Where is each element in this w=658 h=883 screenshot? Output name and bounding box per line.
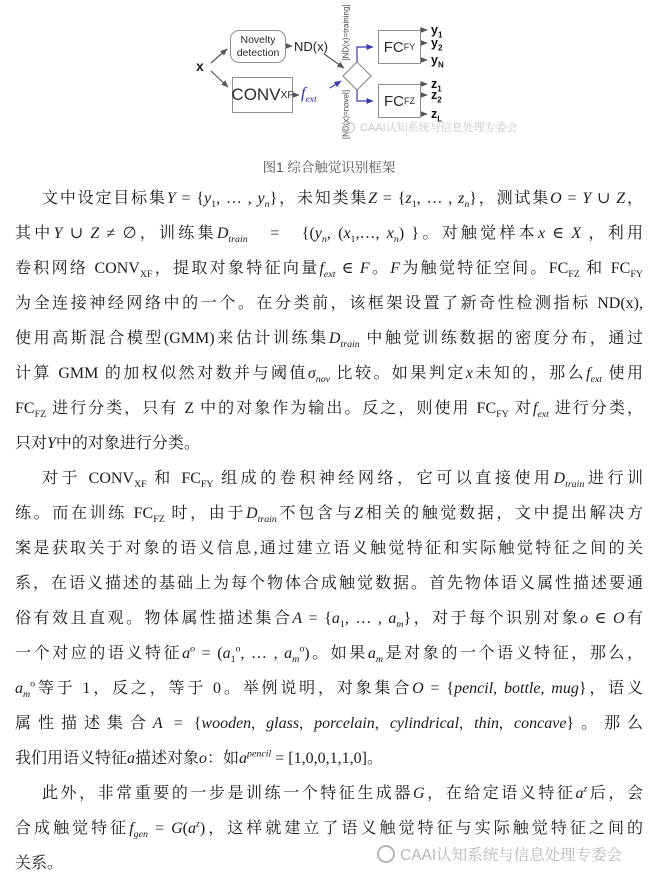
zL-sub: L [437, 114, 443, 124]
z2-sub: 2 [437, 95, 442, 105]
yN-sub: N [437, 60, 444, 70]
conv-box-label: CONV [231, 85, 281, 104]
text-line: 案是获取关于对象的语义信息,通过建立语义触觉特征和实际触觉特征之间的关 [15, 540, 643, 557]
conv-box [232, 77, 293, 113]
text-line: 为全连接神经网络中的一个。在分类前，该框架设置了新奇性检测指标 ND(x), [15, 295, 643, 312]
output-label-yN [431, 53, 444, 70]
text-line: $FC_{FZ}$ 进行分类，只有 Z 中的对象作为输出。反之，则使用 $FC_{FY}$ 对$f_{ext}$ 进行分类， [15, 400, 643, 421]
footer-watermark-text: CAAI认知系统与信息处理专委会 [400, 847, 623, 864]
text-line: 练。而在训练 $FC_{FZ}$ 时，由于$D_{train}$不包含与Z相关的触觉数据，文中提出解决方 [15, 505, 643, 526]
body-text [15, 181, 643, 881]
text-line: 只对Y中的对象进行分类。 [15, 435, 200, 452]
y2-sub: 2 [437, 43, 443, 53]
text-line: 属性描述集合A = {wooden, glass, porcelain, cylindrical, thin, concave}。那么 [15, 715, 643, 732]
fc-fz-box [378, 84, 421, 118]
branch-novel-label: [ND(x)=novel] [341, 89, 351, 140]
output-label-y1 [431, 23, 443, 40]
text-line: 关系。 [15, 855, 64, 872]
input-x-label: x [196, 58, 204, 74]
yN-main: y [431, 53, 438, 67]
text-line: 我们用语义特征a描述对象o：如$a^{pencil} = [1,0,0,1,1,0]$。 [15, 748, 383, 767]
figure-diagram [0, 0, 658, 150]
text-line: 使用高斯混合模型(GMM)来估计训练集$D_{train}$ 中触觉训练数据的密度分布，通过 [15, 330, 643, 351]
text-line: 此外，非常重要的一步是训练一个特征生成器G，在给定语义特征$a^z$后，会 [42, 783, 643, 802]
text-line: $a_m^o$等于 1，反之，等于 0。举例说明，对象集合O = {pencil, bottle, mug}，语义 [15, 678, 643, 701]
y1-main: y [431, 23, 438, 37]
fext-main: f [301, 85, 306, 102]
fc-fy-label: FC [383, 38, 404, 56]
output-label-y2 [431, 36, 443, 53]
fc-fz-label: FC [384, 92, 404, 110]
text-line: 其中Y ∪ Z ≠ ∅，训练集$D_{train}$ = {($y_n$, ($x_1,\dots$, $x_n$) }。对触觉样本x ∈ X ，利用 [15, 225, 643, 246]
text-line: 合成触觉特征$f_{gen} = G(a^z)$，这样就建立了语义触觉特征与实际触觉特征之间的 [15, 818, 643, 841]
output-label-z2 [431, 88, 442, 105]
figure-watermark [344, 119, 518, 135]
text-line: 文中设定目标集$Y = \{y_1$, … , $y_n$}，未知类集$Z = \{z_1$, … , $z_n$}，测试集O = Y ∪ Z， [42, 190, 643, 211]
text-line: 卷积网络 $CONV_{XF}$，提取对象特征向量$f_{ext}$ ∈ F。F为触觉特征空间。$FC_{FZ}$ 和 $FC_{FY}$ [15, 260, 643, 281]
diagram-connectors [0, 0, 658, 150]
y2-main: y [431, 36, 438, 50]
z1-main: z [431, 77, 438, 91]
fc-fz-sub: FZ [404, 96, 415, 106]
novelty-detection-box: Novelty detection [230, 30, 286, 63]
text-line: 系，在语义描述的基础上为每个物体合成触觉数据。首先物体语义属性描述要通 [15, 575, 643, 592]
zL-main: z [431, 107, 438, 121]
fext-sub: ext [305, 94, 317, 106]
figure-caption: 图1 综合触觉识别框架 [262, 160, 396, 175]
caai-logo-icon [377, 845, 395, 863]
text-line: 计算 GMM 的加权似然对数并与阈值$\sigma_{nov}$ 比较。如果判定x未知的，那么$f_{ext}$ 使用 [15, 365, 643, 386]
z2-main: z [431, 88, 438, 102]
conv-box-sub: XF [280, 89, 294, 101]
footer-watermark [377, 843, 622, 865]
text-line: 一个对应的语义特征$a^o = (a_1^o$, … , $a_m^o$)。如果$a_m$是对象的一个语义特征，那么， [15, 643, 643, 666]
z1-sub: 1 [437, 84, 442, 94]
fext-label [301, 85, 317, 105]
text-line: 俗有效且直观。物体属性描述集合$A = \{a_1$, … , $a_m$}，对于每个识别对象o ∈ O有 [15, 610, 643, 631]
fc-fy-box [378, 30, 421, 64]
caai-logo-icon [344, 122, 355, 133]
figure-watermark-text: CAAI认知系统与信息处理专委会 [360, 122, 518, 134]
fc-fy-sub: FY [403, 42, 416, 52]
y1-sub: 1 [437, 30, 443, 40]
nd-output-label: ND(x) [294, 39, 328, 54]
text-line: 对于 $CONV_{XF}$ 和 $FC_{FY}$ 组成的卷积神经网络，它可以直接使用$D_{train}$进行训 [42, 470, 643, 491]
branch-training-label: [ND(x)=training] [341, 4, 351, 61]
